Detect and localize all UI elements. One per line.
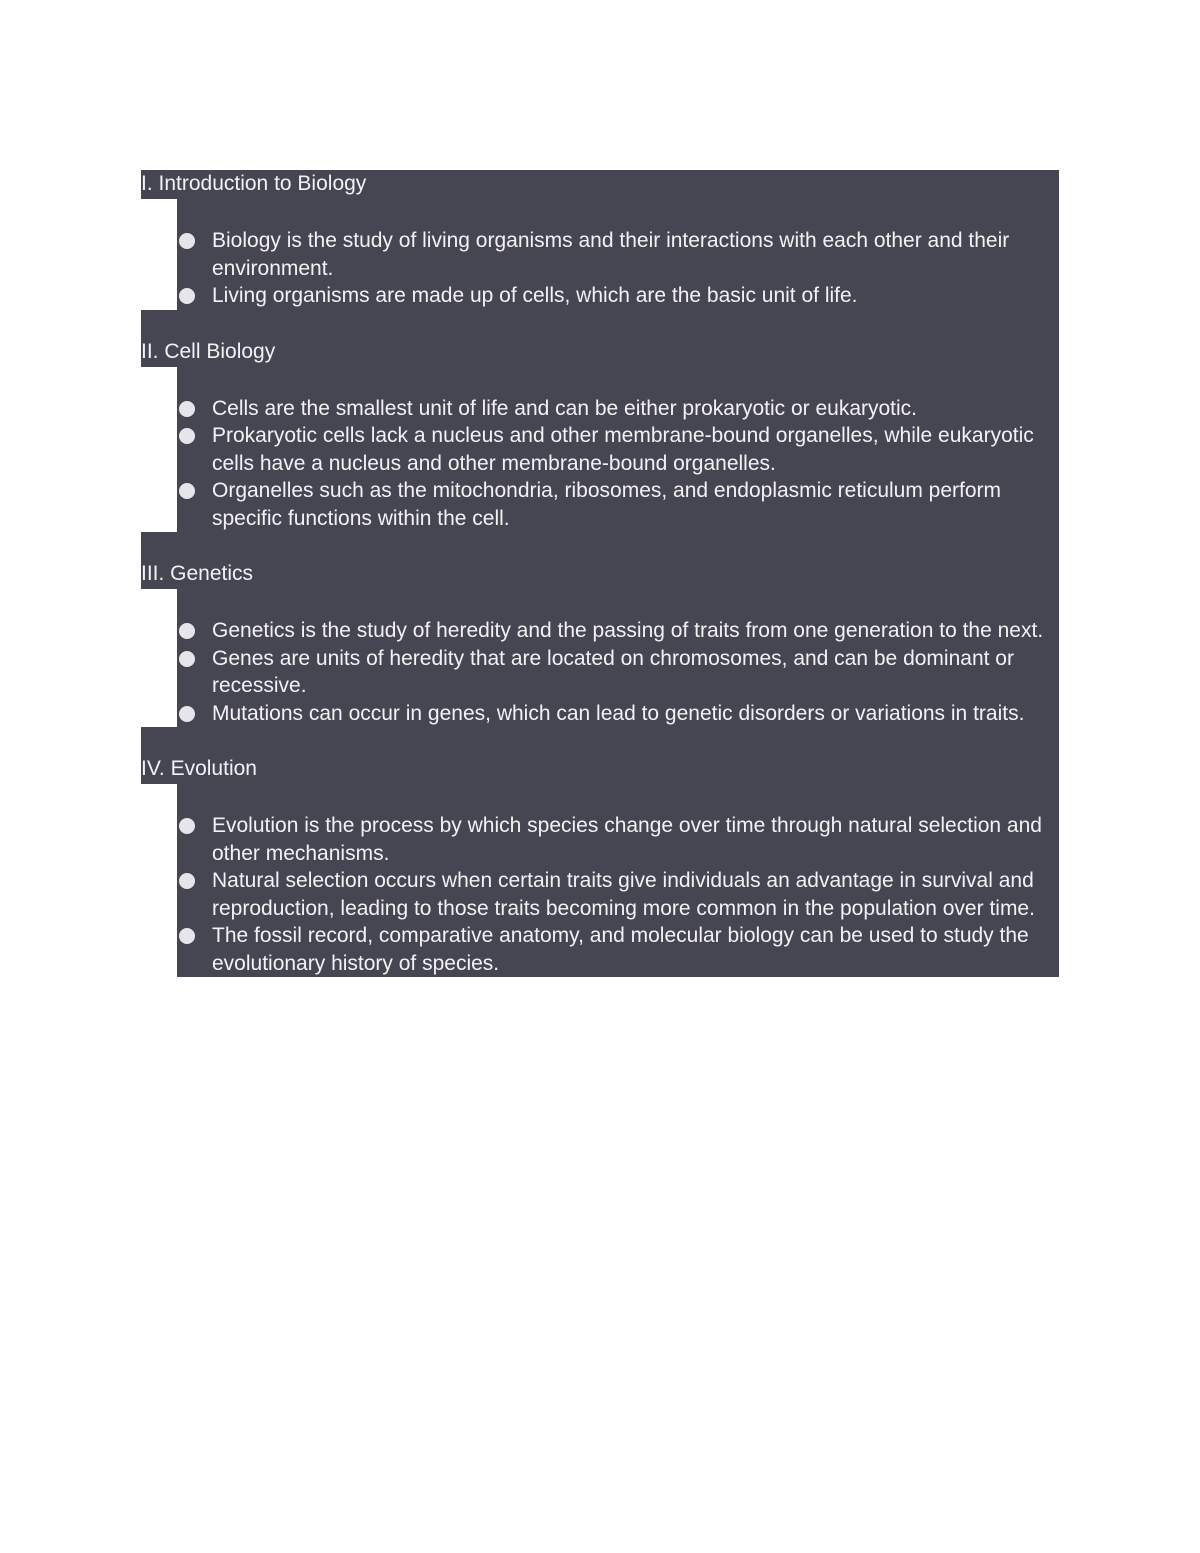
bullet-list-block <box>177 367 1059 533</box>
section-heading-row <box>141 560 1059 589</box>
list-item <box>177 422 1059 477</box>
list-item <box>177 812 1059 867</box>
list-item <box>177 227 1059 282</box>
bullet-icon <box>179 401 195 417</box>
section-title: III. Genetics <box>141 560 253 589</box>
list-item-text: Cells are the smallest unit of life and can be either prokaryotic or eukaryotic. <box>212 396 918 420</box>
bullet-icon <box>179 288 195 304</box>
list-item-text: Mutations can occur in genes, which can lead to genetic disorders or variations in traits. <box>212 701 1025 725</box>
bullet-icon <box>179 928 195 944</box>
section-heading-row <box>141 755 1059 784</box>
list-item-text: Natural selection occurs when certain traits give individuals an advantage in survival and reproduction, leading to those traits becoming more common in the population over time. <box>212 869 1035 920</box>
list-item-text: Living organisms are made up of cells, which are the basic unit of life. <box>212 284 858 307</box>
list-item <box>177 922 1059 977</box>
section-title: I. Introduction to Biology <box>141 170 366 199</box>
bullet-icon <box>179 428 195 444</box>
section-spacer <box>141 727 1059 755</box>
section-title: II. Cell Biology <box>141 338 275 367</box>
list-item <box>177 395 1059 423</box>
spacer-fill <box>141 310 1059 338</box>
heading-band <box>141 338 1059 367</box>
list-item-text: Organelles such as the mitochondria, ribosomes, and endoplasmic reticulum perform specific functions within the cell. <box>212 479 1002 530</box>
section-spacer <box>141 532 1059 560</box>
section-spacer <box>141 310 1059 338</box>
list-item <box>177 645 1059 700</box>
section-heading-row <box>141 170 1059 199</box>
bullet-icon <box>179 623 195 639</box>
list-item-text: Genetics is the study of heredity and the passing of traits from one generation to the next. <box>212 619 1044 642</box>
section-heading-row <box>141 338 1059 367</box>
section-genetics <box>141 560 1059 727</box>
list-item-text: Prokaryotic cells lack a nucleus and other membrane-bound organelles, while eukaryotic cells have a nucleus and other membrane-bound organelles. <box>212 424 1034 475</box>
bullet-list-block <box>177 589 1059 727</box>
bullet-icon <box>179 873 195 889</box>
section-introduction <box>141 170 1059 310</box>
bullet-list-block <box>177 784 1059 977</box>
spacer-fill <box>141 532 1059 560</box>
bullet-icon <box>179 483 195 499</box>
list-item-text: Biology is the study of living organisms and their interactions with each other and their environment. <box>212 229 1010 280</box>
list-item <box>177 867 1059 922</box>
bullet-list-block <box>177 199 1059 310</box>
bullet-list <box>177 812 1059 977</box>
bullet-list <box>177 617 1059 727</box>
bullet-icon <box>179 818 195 834</box>
heading-band <box>141 560 1059 589</box>
list-item <box>177 700 1059 728</box>
list-item <box>177 282 1059 310</box>
section-cell-biology <box>141 338 1059 533</box>
bullet-list <box>177 395 1059 533</box>
bullet-list <box>177 227 1059 310</box>
list-item <box>177 477 1059 532</box>
bullet-icon <box>179 651 195 667</box>
list-item <box>177 617 1059 645</box>
section-title: IV. Evolution <box>141 755 257 784</box>
bullet-icon <box>179 706 195 722</box>
document-outline <box>141 170 1059 977</box>
list-item-text: The fossil record, comparative anatomy, and molecular biology can be used to study the evolutionary history of species. <box>212 924 1029 975</box>
heading-band <box>141 755 1059 784</box>
list-item-text: Genes are units of heredity that are located on chromosomes, and can be dominant or recessive. <box>212 646 1014 697</box>
list-item-text: Evolution is the process by which species change over time through natural selection and other mechanisms. <box>212 814 1042 865</box>
bullet-icon <box>179 233 195 249</box>
section-evolution <box>141 755 1059 977</box>
spacer-fill <box>141 727 1059 755</box>
